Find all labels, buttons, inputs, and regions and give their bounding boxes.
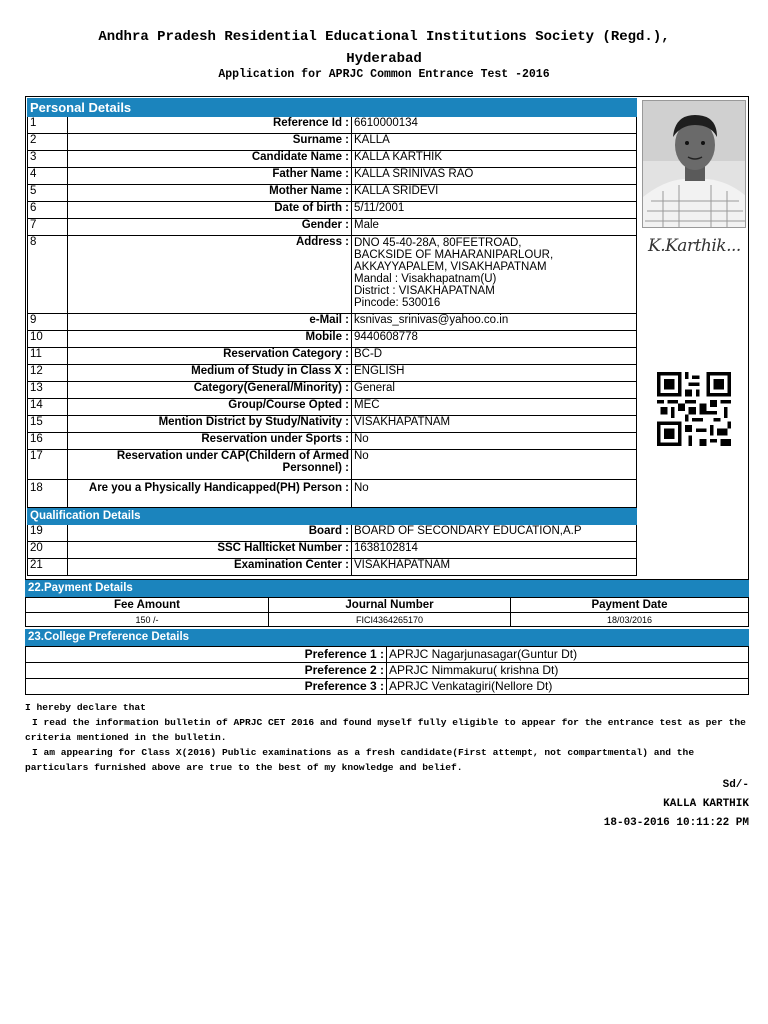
row-number: 1 [28, 117, 68, 134]
row-number: 9 [28, 314, 68, 331]
field-value: KALLA SRINIVAS RAO [352, 168, 637, 185]
field-value: General [352, 382, 637, 399]
row-number: 13 [28, 382, 68, 399]
payment-date: 18/03/2016 [511, 613, 749, 627]
field-value: ksnivas_srinivas@yahoo.co.in [352, 314, 637, 331]
row-number: 5 [28, 185, 68, 202]
address-line: DNO 45-40-28A, 80FEETROAD, [354, 237, 522, 249]
field-label: Board : [68, 525, 352, 542]
field-value: VISAKHAPATNAM [352, 416, 637, 433]
field-value: No [352, 480, 637, 508]
field-value: No [352, 433, 637, 450]
address-value [352, 236, 637, 314]
table-row [28, 151, 637, 168]
table-row [28, 399, 637, 416]
table-row [28, 348, 637, 365]
row-number: 6 [28, 202, 68, 219]
row-number: 18 [28, 480, 68, 508]
preference-value: APRJC Nimmakuru( krishna Dt) [387, 663, 749, 679]
field-value: ENGLISH [352, 365, 637, 382]
row-number: 8 [28, 236, 68, 314]
field-value: MEC [352, 399, 637, 416]
field-label: SSC Hallticket Number : [68, 542, 352, 559]
row-number: 20 [28, 542, 68, 559]
table-row [28, 331, 637, 348]
row-number: 21 [28, 559, 68, 576]
field-value: KALLA [352, 134, 637, 151]
field-label: Mention District by Study/Nativity : [68, 416, 352, 433]
field-value: BOARD OF SECONDARY EDUCATION,A.P [352, 525, 637, 542]
field-label: Mother Name : [68, 185, 352, 202]
sd-mark: Sd/- [722, 779, 749, 791]
field-label: Father Name : [68, 168, 352, 185]
preference-label: Preference 1 : [26, 647, 387, 663]
table-row [28, 542, 637, 559]
row-number: 4 [28, 168, 68, 185]
journal-number: FICI4364265170 [269, 613, 511, 627]
field-value: 9440608778 [352, 331, 637, 348]
table-row [28, 168, 637, 185]
row-number: 19 [28, 525, 68, 542]
address-line: Mandal : Visakhapatnam(U) [354, 273, 497, 285]
table-row [28, 365, 637, 382]
table-row [26, 647, 749, 663]
column-header: Journal Number [269, 598, 511, 613]
table-row [28, 433, 637, 450]
row-number: 15 [28, 416, 68, 433]
table-row [28, 480, 637, 508]
org-title [0, 26, 768, 70]
field-label: Mobile : [68, 331, 352, 348]
table-row [28, 134, 637, 151]
section-header-qualification [28, 508, 637, 525]
preference-value: APRJC Venkatagiri(Nellore Dt) [387, 679, 749, 695]
table-row [28, 314, 637, 331]
field-value: No [352, 450, 637, 480]
signoff-datetime: 18-03-2016 10:11:22 PM [603, 817, 749, 829]
row-number: 12 [28, 365, 68, 382]
field-label: Group/Course Opted : [68, 399, 352, 416]
candidate-photo [642, 100, 746, 228]
declaration [25, 700, 749, 775]
org-title-line1: Andhra Pradesh Residential Educational Institutions Society (Regd.), [98, 29, 670, 45]
row-number: 3 [28, 151, 68, 168]
section-header-personal [28, 99, 637, 117]
signoff-name: KALLA KARTHIK [663, 798, 749, 810]
preference-label: Preference 2 : [26, 663, 387, 679]
table-row [28, 450, 637, 480]
table-row [28, 525, 637, 542]
fee-amount: 150 /- [26, 613, 269, 627]
section-title: Personal Details [28, 99, 637, 117]
address-line: District : VISAKHAPATNAM [354, 285, 495, 297]
row-number: 2 [28, 134, 68, 151]
payment-table [25, 597, 749, 627]
person-photo-icon [643, 101, 746, 228]
form-subtitle: Application for APRJC Common Entrance Test -2016 [218, 68, 550, 81]
table-row [28, 117, 637, 134]
field-label: Reference Id : [68, 117, 352, 134]
section-header-college: 23.College Preference Details [25, 629, 749, 646]
field-value: KALLA KARTHIK [352, 151, 637, 168]
field-value: VISAKHAPATNAM [352, 559, 637, 576]
field-label: Address : [68, 236, 352, 314]
field-value: KALLA SRIDEVI [352, 185, 637, 202]
table-row [28, 219, 637, 236]
candidate-signature: K.Karthik... [648, 236, 741, 256]
declaration-point-1: I read the information bulletin of APRJC CET 2016 and found myself fully eligible to appear for the entrance test as per the criteria mentioned in the bulletin. [25, 717, 746, 743]
row-number: 17 [28, 450, 68, 480]
field-value: 1638102814 [352, 542, 637, 559]
table-row [28, 416, 637, 433]
field-value: 5/11/2001 [352, 202, 637, 219]
section-header-payment: 22.Payment Details [25, 580, 749, 597]
field-value: 6610000134 [352, 117, 637, 134]
college-preference-table [25, 646, 749, 695]
table-row [26, 613, 749, 627]
preference-label: Preference 3 : [26, 679, 387, 695]
field-label: Reservation under CAP(Childern of Armed Personnel) : [68, 450, 352, 480]
signoff [604, 776, 749, 833]
table-row [28, 202, 637, 219]
table-row [28, 382, 637, 399]
qr-code-icon [656, 372, 732, 446]
address-line: BACKSIDE OF MAHARANIPARLOUR, [354, 249, 554, 261]
section-title: Qualification Details [28, 508, 637, 525]
field-label: Reservation Category : [68, 348, 352, 365]
declaration-point-2: I am appearing for Class X(2016) Public examinations as a fresh candidate(First attempt, not compartmental) and the particulars furnished above are true to the best of my knowledge and belief. [25, 747, 695, 773]
field-label: Date of birth : [68, 202, 352, 219]
row-number: 16 [28, 433, 68, 450]
field-value: BC-D [352, 348, 637, 365]
address-row [28, 236, 637, 314]
preference-value: APRJC Nagarjunasagar(Guntur Dt) [387, 647, 749, 663]
table-row [26, 679, 749, 695]
table-row [28, 559, 637, 576]
field-label: Category(General/Minority) : [68, 382, 352, 399]
row-number: 11 [28, 348, 68, 365]
row-number: 7 [28, 219, 68, 236]
row-number: 14 [28, 399, 68, 416]
address-line: AKKAYYAPALEM, VISAKHAPATNAM [354, 261, 547, 273]
field-label: Gender : [68, 219, 352, 236]
field-label: Candidate Name : [68, 151, 352, 168]
field-label: Examination Center : [68, 559, 352, 576]
column-header: Payment Date [511, 598, 749, 613]
declaration-intro: I hereby declare that [25, 702, 146, 713]
table-row [28, 185, 637, 202]
org-title-line2: Hyderabad [346, 51, 422, 67]
column-header: Fee Amount [26, 598, 269, 613]
field-label: Reservation under Sports : [68, 433, 352, 450]
address-line: Pincode: 530016 [354, 297, 441, 309]
personal-details-table [27, 98, 637, 576]
field-label: Are you a Physically Handicapped(PH) Person : [68, 480, 352, 508]
field-label: Surname : [68, 134, 352, 151]
table-header-row [26, 598, 749, 613]
table-row [26, 663, 749, 679]
field-label: Medium of Study in Class X : [68, 365, 352, 382]
field-value: Male [352, 219, 637, 236]
row-number: 10 [28, 331, 68, 348]
field-label: e-Mail : [68, 314, 352, 331]
